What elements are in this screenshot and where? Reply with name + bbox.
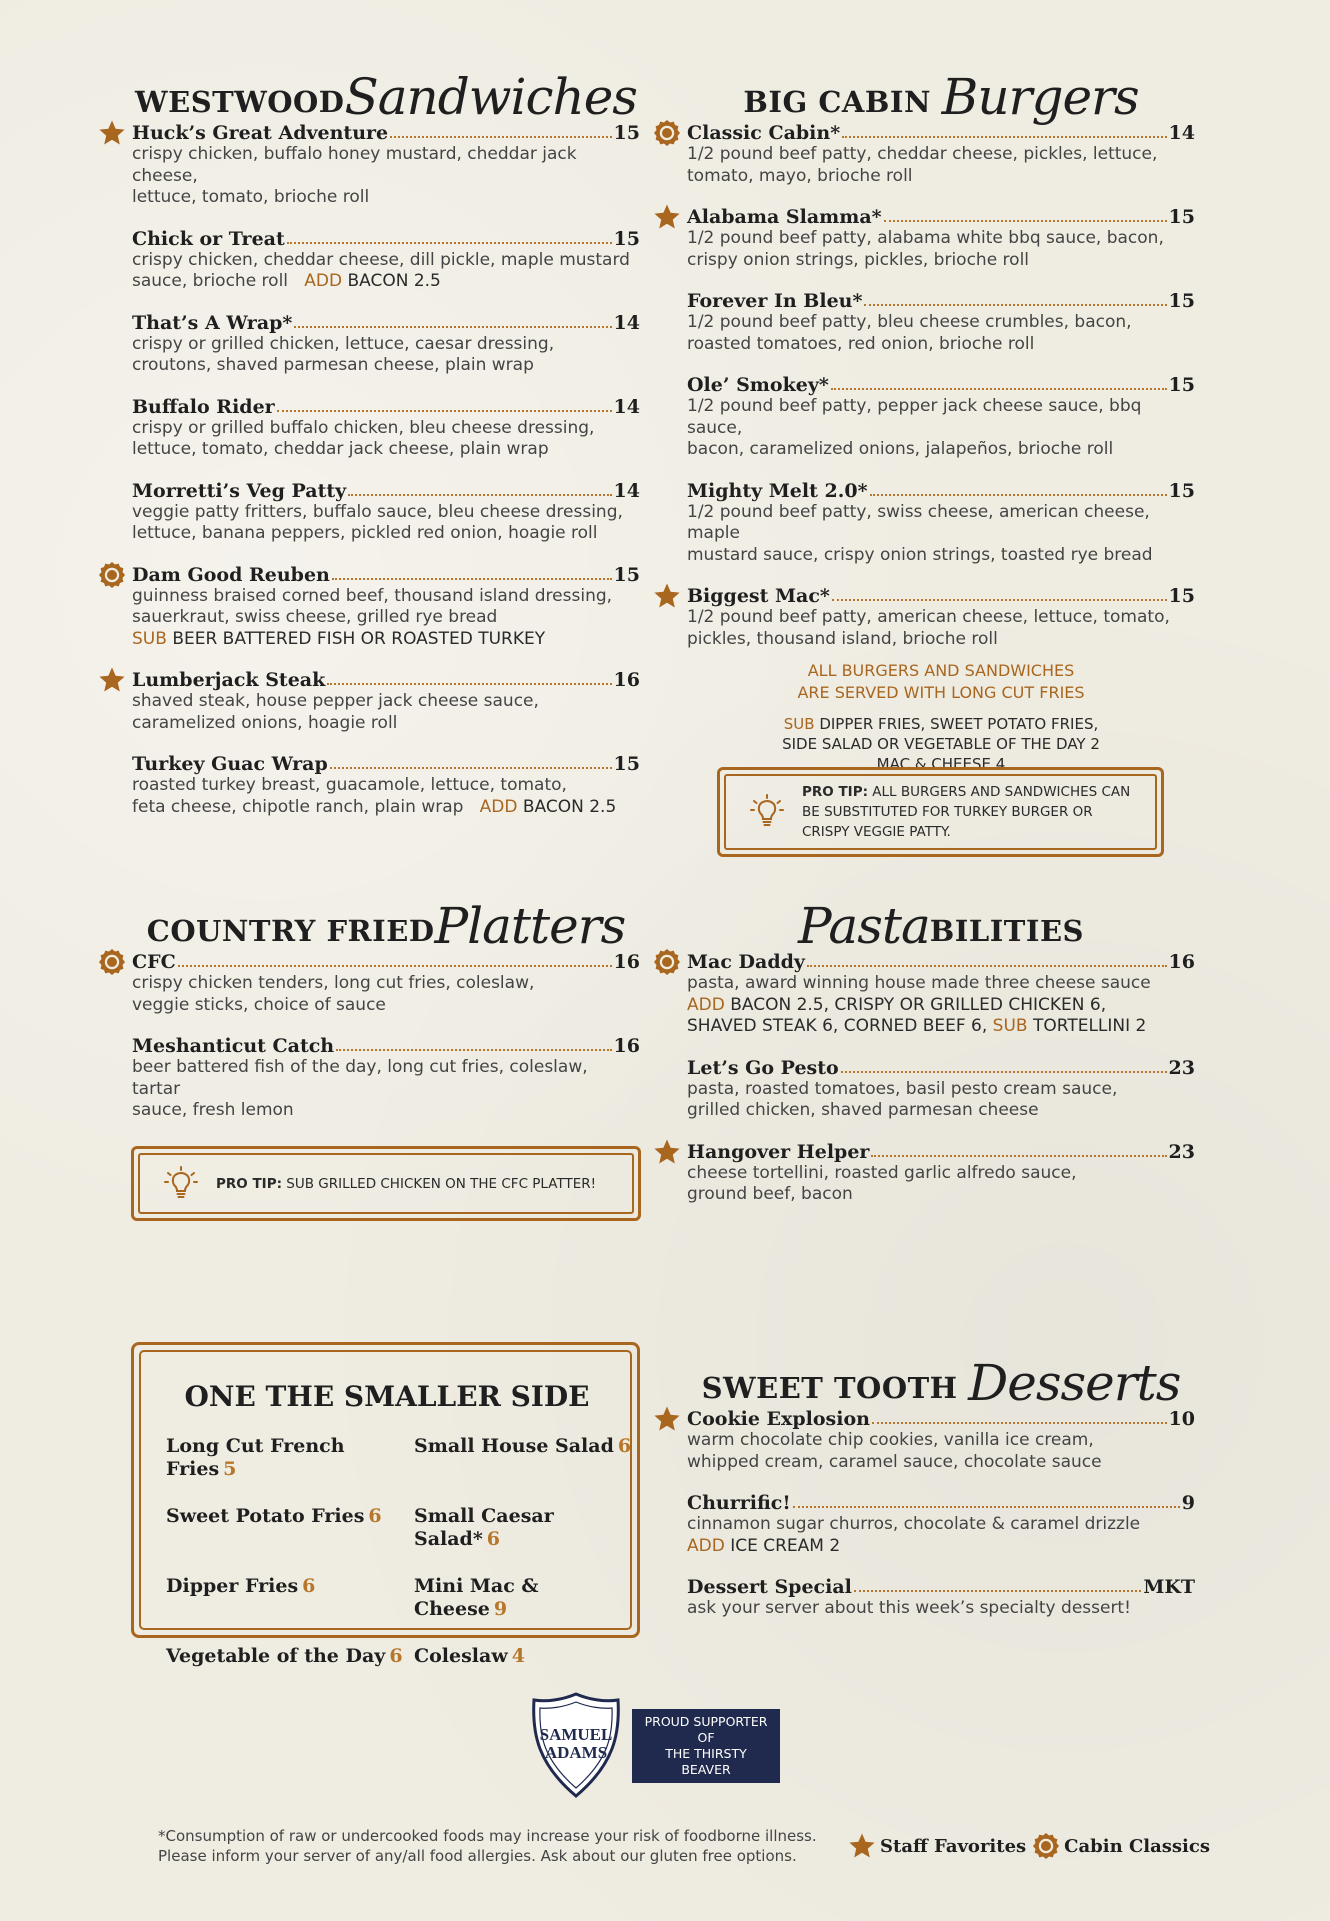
item-price: 16 — [613, 1035, 640, 1057]
item-desc-line: tomato, mayo, brioche roll — [687, 165, 913, 186]
item-desc-line: crispy onion strings, pickles, brioche roll — [687, 249, 1030, 270]
tip-text: ALL BURGERS AND SANDWICHES CAN — [872, 784, 1131, 800]
menu-item — [687, 290, 1195, 355]
sub-text: TORTELLINI 2 — [1032, 1016, 1147, 1036]
side-item — [414, 1505, 634, 1551]
star-icon — [98, 666, 126, 694]
burgers-title-caps: BIG CABIN — [743, 85, 931, 119]
tip-label: PRO TIP: — [216, 1175, 282, 1192]
pasta-section — [687, 895, 1195, 1225]
item-price: 14 — [613, 395, 640, 418]
item-desc-line: 1/2 pound beef patty, swiss cheese, american cheese, maple — [687, 501, 1150, 543]
item-desc-line: pickles, thousand island, brioche roll — [687, 628, 998, 649]
menu-item — [132, 951, 640, 1016]
item-name: Forever In Bleu* — [687, 290, 863, 312]
item-desc-line: cinnamon sugar churros, chocolate & caramel drizzle — [687, 1514, 1141, 1534]
menu-item — [687, 1408, 1195, 1473]
menu-item — [132, 753, 640, 818]
add-text: ICE CREAM 2 — [730, 1535, 841, 1556]
side-name: Small Caesar Salad* — [414, 1505, 554, 1550]
item-desc-line: lettuce, tomato, cheddar jack cheese, plain wrap — [132, 439, 549, 459]
menu-item — [687, 480, 1195, 567]
burgers-title — [687, 66, 1195, 128]
star-icon — [653, 203, 681, 231]
item-name: Churrific! — [687, 1492, 791, 1514]
item-price: 15 — [613, 122, 640, 144]
item-desc-line: guinness braised corned beef, thousand island dressing, — [132, 585, 613, 606]
platters-title-caps: COUNTRY FRIED — [146, 914, 435, 948]
item-name: Let’s Go Pesto — [687, 1056, 839, 1079]
menu-item — [132, 396, 640, 461]
star-icon — [653, 1405, 681, 1433]
allergy-disclaimer — [158, 1826, 858, 1866]
star-icon — [653, 582, 681, 610]
item-desc-line: beer battered fish of the day, long cut fries, coleslaw, tartar — [132, 1057, 588, 1099]
item-desc-line: crispy chicken, cheddar cheese, dill pickle, maple mustard — [132, 249, 630, 270]
side-item — [166, 1575, 414, 1621]
side-item — [414, 1575, 634, 1621]
side-price: 6 — [486, 1528, 501, 1550]
sandwiches-title-script: Sandwiches — [344, 68, 637, 126]
star-icon — [848, 1832, 876, 1860]
item-desc-line: crispy chicken tenders, long cut fries, coleslaw, — [132, 973, 535, 993]
fries-notice — [687, 660, 1195, 704]
menu-item — [132, 1035, 640, 1122]
item-name: Biggest Mac* — [687, 585, 830, 607]
item-price: 15 — [1168, 585, 1195, 607]
item-desc-line: 1/2 pound beef patty, cheddar cheese, pickles, lettuce, — [687, 144, 1158, 164]
item-desc-line: 1/2 pound beef patty, american cheese, lettuce, tomato, — [687, 607, 1170, 627]
item-desc-line: feta cheese, chipotle ranch, plain wrap — [132, 796, 464, 817]
item-name: CFC — [132, 951, 176, 973]
item-name: Meshanticut Catch — [132, 1035, 335, 1057]
samuel-adams-logo — [528, 1690, 624, 1802]
proud-line: PROUD SUPPORTER OF — [644, 1714, 768, 1745]
item-desc-line: 1/2 pound beef patty, pepper jack cheese sauce, bbq sauce, — [687, 396, 1142, 438]
notice-line: ARE SERVED WITH LONG CUT FRIES — [797, 683, 1085, 702]
subs-line: DIPPER FRIES, SWEET POTATO FRIES, — [819, 715, 1099, 733]
sides-title: ONE THE SMALLER SIDE — [184, 1380, 590, 1413]
platters-title-script: Platters — [434, 897, 626, 955]
item-name: Buffalo Rider — [132, 395, 275, 418]
item-name: Chick or Treat — [132, 227, 285, 250]
item-price: 9 — [1181, 1492, 1195, 1514]
star-icon — [653, 1138, 681, 1166]
cog-icon — [1032, 1832, 1060, 1860]
menu-item — [132, 228, 640, 293]
item-price: 15 — [613, 563, 640, 586]
item-price: 10 — [1168, 1408, 1195, 1430]
proud-supporter-badge — [632, 1709, 780, 1783]
item-desc-line: sauerkraut, swiss cheese, grilled rye bread — [132, 607, 498, 627]
item-price: 15 — [1168, 479, 1195, 502]
item-name: Hangover Helper — [687, 1140, 870, 1163]
item-desc-line: bacon, caramelized onions, jalapeños, brioche roll — [687, 439, 1114, 459]
subs-line: SIDE SALAD OR VEGETABLE OF THE DAY 2 — [782, 735, 1100, 753]
item-desc-line: crispy chicken, buffalo honey mustard, cheddar jack cheese, — [132, 144, 577, 186]
sub-label: SUB — [992, 1016, 1028, 1036]
side-name: Dipper Fries — [166, 1575, 299, 1597]
pasta-title — [687, 895, 1195, 957]
side-name: Long Cut French Fries — [166, 1435, 345, 1480]
sandwiches-section — [132, 66, 640, 837]
desserts-title-script: Desserts — [968, 1354, 1181, 1412]
item-price: 14 — [613, 311, 640, 334]
side-name: Vegetable of the Day — [166, 1645, 386, 1667]
item-desc-line: caramelized onions, hoagie roll — [132, 712, 398, 733]
item-desc-line: whipped cream, caramel sauce, chocolate sauce — [687, 1451, 1102, 1472]
item-desc-line: croutons, shaved parmesan cheese, plain wrap — [132, 355, 534, 375]
item-price: 15 — [613, 753, 640, 775]
add-text: SHAVED STEAK 6, CORNED BEEF 6, — [687, 1016, 988, 1036]
pasta-title-script: Pasta — [797, 897, 930, 955]
cog-icon — [653, 119, 681, 147]
item-name: Lumberjack Steak — [132, 669, 326, 691]
subs-line: MAC & CHEESE 4 — [876, 755, 1006, 773]
menu-item — [132, 564, 640, 651]
side-name: Sweet Potato Fries — [166, 1505, 365, 1527]
menu-item — [687, 585, 1195, 650]
item-name: Mac Daddy — [687, 951, 805, 973]
cog-icon — [98, 948, 126, 976]
sub-label: SUB — [132, 628, 167, 649]
item-price: 15 — [1168, 290, 1195, 312]
side-price: 4 — [511, 1645, 525, 1667]
side-price: 9 — [493, 1598, 508, 1620]
burgers-section — [687, 66, 1195, 774]
lightbulb-icon — [162, 1165, 200, 1203]
tip-text: CRISPY VEGGIE PATTY. — [802, 824, 951, 840]
platters-title — [132, 895, 640, 957]
sub-label: SUB — [783, 715, 815, 733]
item-desc-line: pasta, award winning house made three cheese sauce — [687, 973, 1151, 993]
legend-staff-favorites: Staff Favorites — [880, 1835, 1027, 1857]
menu-item — [687, 122, 1195, 187]
item-price: MKT — [1143, 1576, 1195, 1598]
burger-pro-tip — [717, 767, 1164, 857]
cog-icon — [653, 948, 681, 976]
item-desc-line: veggie sticks, choice of sauce — [132, 994, 386, 1015]
item-name: That’s A Wrap* — [132, 311, 293, 334]
item-name: Huck’s Great Adventure — [132, 122, 389, 144]
menu-item — [687, 374, 1195, 461]
side-name: Small House Salad — [414, 1435, 614, 1457]
add-label: ADD — [687, 994, 725, 1015]
star-icon — [98, 119, 126, 147]
menu-item — [687, 1492, 1195, 1557]
desserts-title — [687, 1352, 1195, 1414]
item-price: 16 — [1168, 951, 1195, 973]
item-name: Classic Cabin* — [687, 122, 841, 144]
item-desc-line: shaved steak, house pepper jack cheese sauce, — [132, 691, 539, 711]
item-price: 15 — [613, 227, 640, 250]
menu-item — [132, 480, 640, 545]
add-text: BACON 2.5 — [522, 796, 617, 817]
menu-item — [132, 312, 640, 377]
add-text: BACON 2.5 — [347, 271, 441, 291]
item-name: Dessert Special — [687, 1576, 852, 1598]
item-price: 16 — [613, 951, 640, 973]
item-desc-line: crispy or grilled chicken, lettuce, caesar dressing, — [132, 333, 555, 354]
item-desc-line: lettuce, banana peppers, pickled red onion, hoagie roll — [132, 523, 598, 543]
item-desc-line: mustard sauce, crispy onion strings, toasted rye bread — [687, 544, 1153, 565]
side-price: 5 — [223, 1458, 237, 1480]
cog-icon — [98, 561, 126, 589]
item-name: Morretti’s Veg Patty — [132, 479, 347, 502]
side-item — [166, 1435, 414, 1481]
logo-text: SAMUEL — [539, 1725, 613, 1744]
side-price: 6 — [302, 1575, 316, 1597]
side-item — [414, 1435, 634, 1481]
item-desc-line: veggie patty fritters, buffalo sauce, bleu cheese dressing, — [132, 501, 623, 522]
menu-item — [687, 1057, 1195, 1122]
item-name: Cookie Explosion — [687, 1408, 870, 1430]
legend-cabin-classics: Cabin Classics — [1064, 1835, 1210, 1857]
item-desc-line: 1/2 pound beef patty, alabama white bbq sauce, bacon, — [687, 228, 1164, 248]
disclaimer-line: Please inform your server of any/all food allergies. Ask about our gluten free options. — [158, 1847, 797, 1865]
sandwiches-title-caps: WESTWOOD — [135, 85, 345, 119]
menu-item — [687, 951, 1195, 1038]
menu-item — [132, 122, 640, 209]
notice-line: ALL BURGERS AND SANDWICHES — [807, 661, 1075, 680]
platter-pro-tip — [131, 1146, 641, 1221]
disclaimer-line: *Consumption of raw or undercooked foods may increase your risk of foodborne illness. — [158, 1827, 817, 1845]
sub-text: BEER BATTERED FISH OR ROASTED TURKEY — [172, 628, 546, 649]
menu-item — [132, 669, 640, 734]
item-desc-line: sauce, brioche roll — [132, 271, 289, 291]
proud-line: THE THIRSTY BEAVER — [665, 1746, 747, 1777]
menu-item — [687, 206, 1195, 271]
burgers-title-script: Burgers — [941, 68, 1139, 126]
lightbulb-icon — [748, 793, 786, 831]
pasta-title-caps: BILITIES — [929, 914, 1084, 948]
side-price: 6 — [389, 1645, 403, 1667]
item-price: 15 — [1168, 206, 1195, 228]
side-name: Mini Mac & Cheese — [414, 1575, 539, 1620]
logo-text: ADAMS — [544, 1743, 608, 1762]
side-name: Coleslaw — [414, 1645, 508, 1667]
desserts-title-caps: SWEET TOOTH — [701, 1371, 958, 1405]
sides-box — [131, 1342, 640, 1667]
tip-text: BE SUBSTITUTED FOR TURKEY BURGER OR — [802, 804, 1093, 820]
item-desc-line: roasted turkey breast, guacamole, lettuce, tomato, — [132, 775, 567, 795]
item-desc-line: sauce, fresh lemon — [132, 1100, 294, 1120]
item-desc-line: warm chocolate chip cookies, vanilla ice cream, — [687, 1430, 1094, 1450]
add-label: ADD — [304, 271, 343, 291]
side-item — [414, 1645, 634, 1668]
item-name: Ole’ Smokey* — [687, 374, 829, 396]
legend — [848, 1832, 1210, 1860]
item-name: Dam Good Reuben — [132, 563, 330, 586]
add-label: ADD — [687, 1535, 725, 1556]
item-desc-line: lettuce, tomato, brioche roll — [132, 187, 370, 207]
item-desc-line: cheese tortellini, roasted garlic alfredo sauce, — [687, 1162, 1077, 1183]
item-price: 14 — [613, 479, 640, 502]
platters-section — [132, 895, 640, 1141]
tip-text: SUB GRILLED CHICKEN ON THE CFC PLATTER! — [286, 1175, 597, 1192]
side-substitutions — [687, 714, 1195, 774]
item-desc-line: 1/2 pound beef patty, bleu cheese crumbles, bacon, — [687, 312, 1132, 332]
item-desc-line: roasted tomatoes, red onion, brioche roll — [687, 333, 1035, 354]
sponsor-block — [528, 1690, 780, 1802]
item-price: 15 — [1168, 374, 1195, 396]
item-name: Mighty Melt 2.0* — [687, 479, 868, 502]
side-item — [166, 1505, 414, 1551]
tip-label: PRO TIP: — [802, 784, 868, 800]
side-item — [166, 1645, 414, 1668]
side-price: 6 — [617, 1435, 632, 1457]
item-name: Alabama Slamma* — [687, 206, 882, 228]
item-desc-line: ask your server about this week’s specialty dessert! — [687, 1598, 1131, 1618]
item-desc-line: grilled chicken, shaved parmesan cheese — [687, 1100, 1039, 1120]
menu-item — [687, 1576, 1195, 1620]
add-text: BACON 2.5, CRISPY OR GRILLED CHICKEN 6, — [730, 994, 1107, 1015]
desserts-section — [687, 1352, 1195, 1639]
sides-grid — [166, 1435, 632, 1668]
menu-item — [687, 1141, 1195, 1206]
item-price: 23 — [1168, 1056, 1195, 1079]
item-name: Turkey Guac Wrap — [132, 753, 328, 775]
item-desc-line: pasta, roasted tomatoes, basil pesto cream sauce, — [687, 1078, 1118, 1099]
side-price: 6 — [368, 1505, 382, 1527]
item-price: 16 — [613, 669, 640, 691]
add-label: ADD — [479, 796, 518, 817]
item-price: 23 — [1168, 1140, 1195, 1163]
item-desc-line: ground beef, bacon — [687, 1184, 853, 1204]
item-price: 14 — [1168, 122, 1195, 144]
sandwiches-title — [132, 66, 640, 128]
item-desc-line: crispy or grilled buffalo chicken, bleu cheese dressing, — [132, 417, 595, 438]
